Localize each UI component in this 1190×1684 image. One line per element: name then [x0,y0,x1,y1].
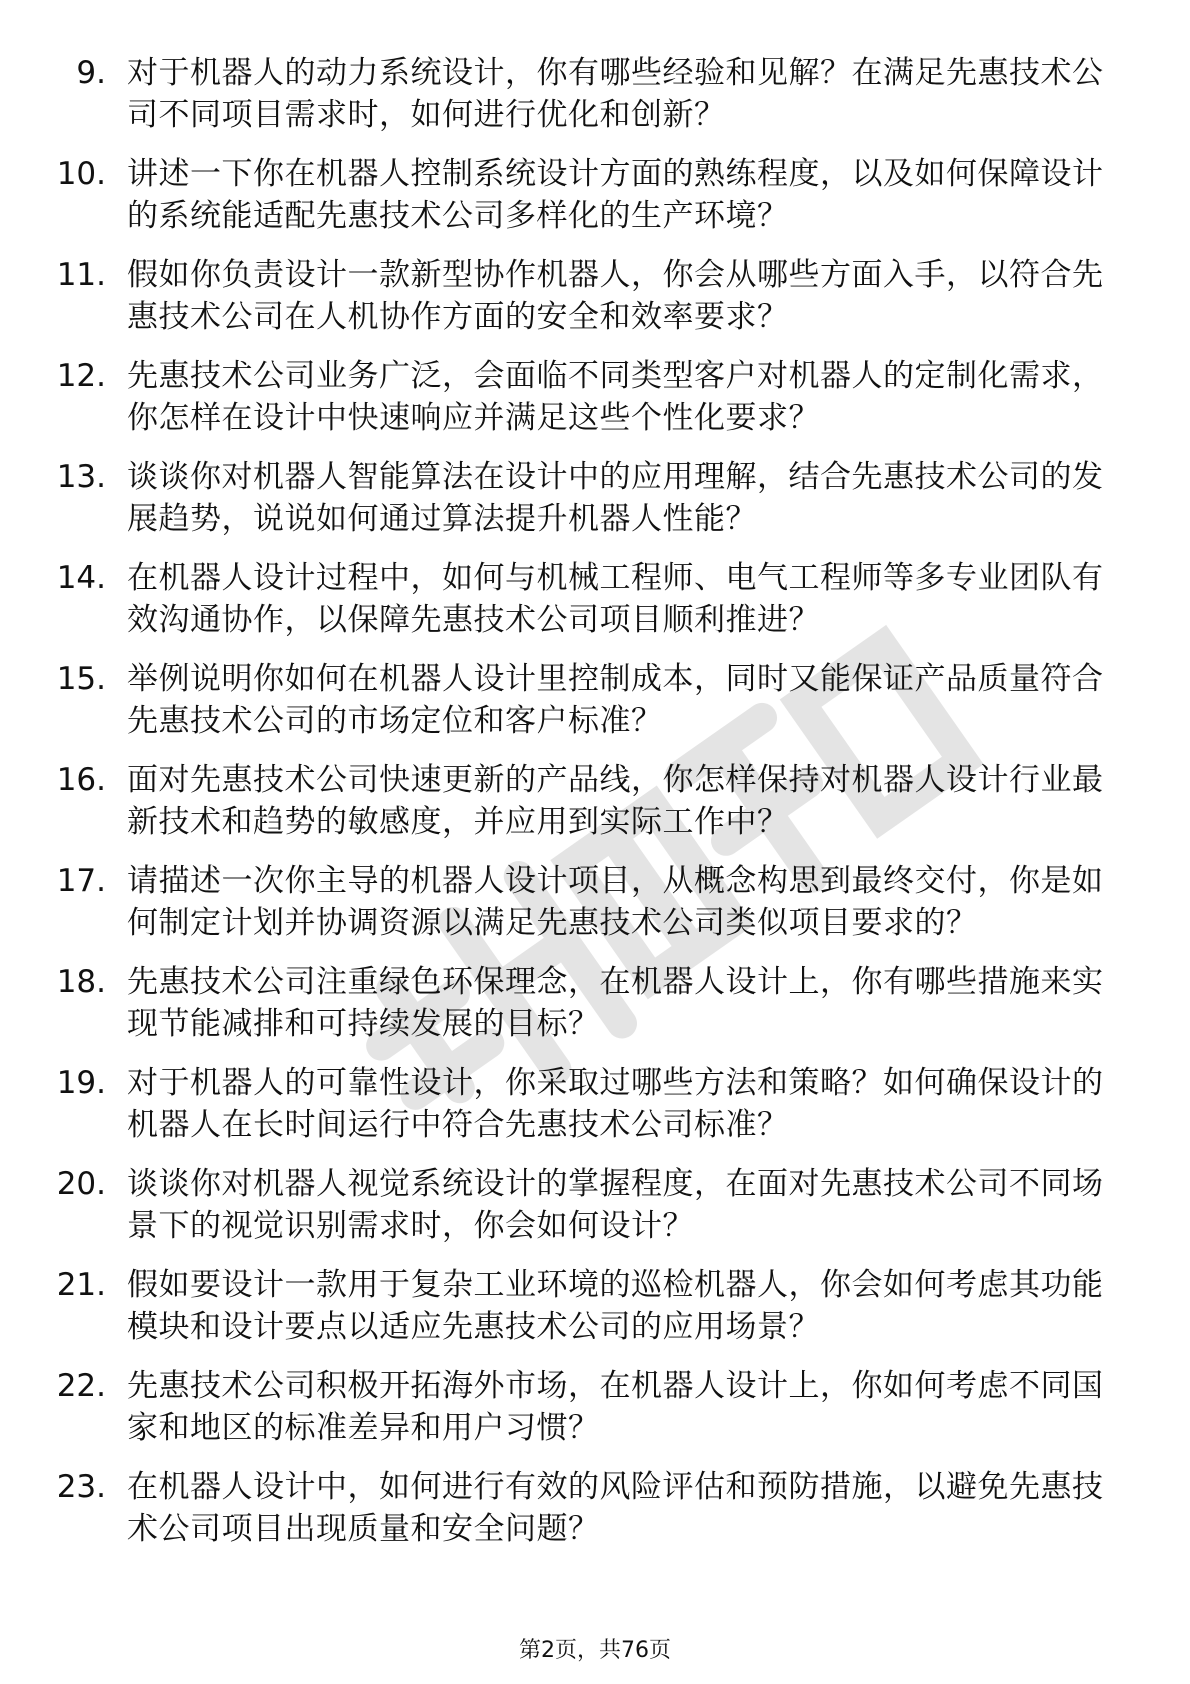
question-text: 讲述一下你在机器人控制系统设计方面的熟练程度，以及如何保障设计的系统能适配先惠技术公司多样化的生产环境？ [127,156,1104,234]
question-text: 先惠技术公司注重绿色环保理念，在机器人设计上，你有哪些措施来实现节能减排和可持续发展的目标？ [127,964,1104,1042]
list-item [0,658,1190,742]
question-number: 22. [56,1368,106,1404]
question-number: 18. [56,964,106,1000]
question-list [0,52,1190,1567]
list-item [0,355,1190,439]
list-item [0,759,1190,843]
question-text: 谈谈你对机器人智能算法在设计中的应用理解，结合先惠技术公司的发展趋势，说说如何通过算法提升机器人性能？ [127,459,1104,537]
page-footer: 第2页，共76页 [519,1638,671,1663]
question-number: 12. [56,358,106,394]
question-number: 23. [56,1469,106,1505]
list-item [0,1062,1190,1146]
question-number: 11. [56,257,106,293]
list-item [0,1264,1190,1348]
question-number: 21. [56,1267,106,1303]
question-number: 16. [56,762,106,798]
list-item [0,52,1190,136]
question-text: 对于机器人的可靠性设计，你采取过哪些方法和策略？如何确保设计的机器人在长时间运行中符合先惠技术公司标准？ [127,1065,1104,1143]
question-text: 假如你负责设计一款新型协作机器人，你会从哪些方面入手，以符合先惠技术公司在人机协作方面的安全和效率要求？ [127,257,1104,335]
list-item [0,254,1190,338]
question-text: 举例说明你如何在机器人设计里控制成本，同时又能保证产品质量符合先惠技术公司的市场定位和客户标准？ [127,661,1104,739]
question-text: 先惠技术公司积极开拓海外市场，在机器人设计上，你如何考虑不同国家和地区的标准差异和用户习惯？ [127,1368,1104,1446]
list-item [0,1163,1190,1247]
question-number: 13. [56,459,106,495]
list-item [0,961,1190,1045]
question-text: 在机器人设计中，如何进行有效的风险评估和预防措施，以避免先惠技术公司项目出现质量和安全问题？ [127,1469,1104,1547]
question-text: 假如要设计一款用于复杂工业环境的巡检机器人，你会如何考虑其功能模块和设计要点以适应先惠技术公司的应用场景？ [127,1267,1104,1345]
question-text: 先惠技术公司业务广泛，会面临不同类型客户对机器人的定制化需求，你怎样在设计中快速响应并满足这些个性化要求？ [127,358,1104,436]
question-text: 面对先惠技术公司快速更新的产品线，你怎样保持对机器人设计行业最新技术和趋势的敏感度，并应用到实际工作中？ [127,762,1104,840]
list-item [0,557,1190,641]
question-number: 10. [56,156,106,192]
question-number: 15. [56,661,106,697]
question-number: 17. [56,863,106,899]
list-item [0,1365,1190,1449]
question-number: 9. [76,55,106,91]
question-text: 请描述一次你主导的机器人设计项目，从概念构思到最终交付，你是如何制定计划并协调资源以满足先惠技术公司类似项目要求的？ [127,863,1104,941]
question-number: 14. [56,560,106,596]
list-item [0,456,1190,540]
list-item [0,1466,1190,1550]
question-text: 谈谈你对机器人视觉系统设计的掌握程度，在面对先惠技术公司不同场景下的视觉识别需求时，你会如何设计？ [127,1166,1104,1244]
question-number: 19. [56,1065,106,1101]
question-text: 在机器人设计过程中，如何与机械工程师、电气工程师等多专业团队有效沟通协作，以保障先惠技术公司项目顺利推进？ [127,560,1104,638]
list-item [0,153,1190,237]
question-number: 20. [56,1166,106,1202]
list-item [0,860,1190,944]
question-text: 对于机器人的动力系统设计，你有哪些经验和见解？在满足先惠技术公司不同项目需求时，如何进行优化和创新？ [127,55,1104,133]
